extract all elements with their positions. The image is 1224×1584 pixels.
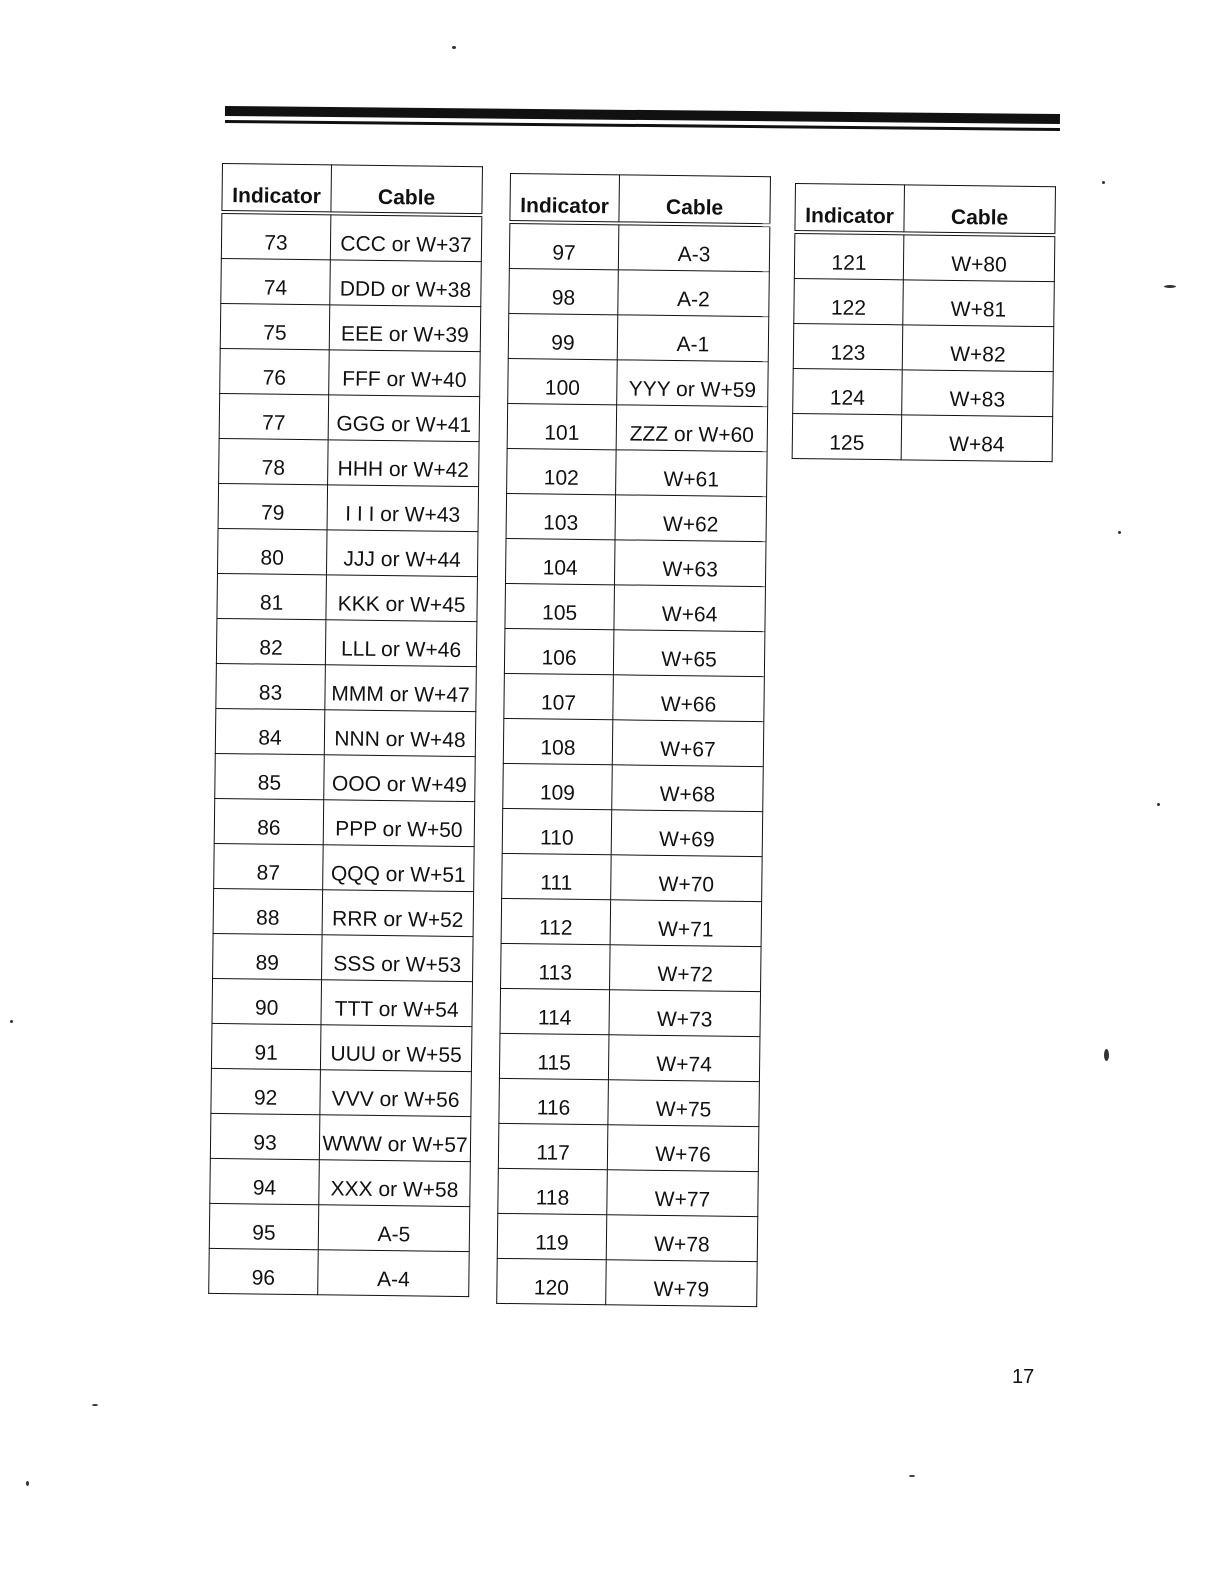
table-row [220, 303, 481, 351]
table-row [506, 493, 767, 541]
table-row [216, 663, 477, 711]
table-row [210, 1113, 471, 1161]
cable-table [496, 173, 771, 1307]
header-row [795, 184, 1056, 236]
indicator-cell: 90 [212, 978, 322, 1024]
table-row [509, 222, 770, 272]
cable-cell: W+63 [614, 540, 766, 587]
cable-cell: UUU or W+55 [320, 1025, 472, 1072]
indicator-cell: 74 [221, 258, 331, 304]
indicator-cell: 103 [506, 493, 616, 539]
indicator-header: Indicator [510, 174, 620, 224]
table-row [218, 483, 479, 531]
header-row [222, 164, 483, 216]
table-row [508, 358, 769, 406]
indicator-cell: 100 [508, 358, 618, 404]
indicator-cell: 73 [221, 212, 331, 260]
cable-table [208, 163, 483, 1297]
scan-speck [1102, 181, 1105, 184]
table-row [507, 448, 768, 496]
table-row [499, 1033, 760, 1081]
table-row [503, 718, 764, 766]
cable-cell: W+69 [611, 810, 763, 857]
indicator-cell: 93 [210, 1113, 320, 1159]
cable-cell: W+72 [610, 945, 762, 992]
table-row [503, 763, 764, 811]
indicator-cell: 123 [793, 323, 903, 369]
table-row [504, 673, 765, 721]
indicator-cell: 112 [501, 898, 611, 944]
table-row [509, 268, 770, 316]
indicator-cell: 109 [503, 763, 613, 809]
header-row [510, 174, 771, 226]
scan-speck [909, 1475, 915, 1477]
cable-cell: CCC or W+37 [330, 213, 482, 261]
table-row [211, 1023, 472, 1071]
cable-cell: QQQ or W+51 [323, 845, 475, 892]
indicator-cell: 122 [794, 278, 904, 324]
cable-cell: EEE or W+39 [329, 305, 481, 352]
table-row [215, 708, 476, 756]
cable-cell: W+67 [612, 720, 764, 767]
cable-cell: I I I or W+43 [327, 485, 479, 532]
cable-cell: W+70 [611, 855, 763, 902]
indicator-cell: 113 [501, 943, 611, 989]
cable-cell: ZZZ or W+60 [616, 405, 768, 452]
indicator-header: Indicator [795, 184, 905, 234]
indicator-cell: 124 [793, 368, 903, 414]
cable-header: Cable [904, 185, 1056, 235]
indicator-cell: 97 [509, 222, 619, 270]
indicator-cell: 94 [210, 1158, 320, 1204]
table-row [498, 1123, 759, 1171]
cable-cell: W+65 [613, 630, 765, 677]
table-row [209, 1203, 470, 1251]
indicator-cell: 89 [213, 933, 323, 979]
scan-speck [26, 1481, 29, 1486]
indicator-cell: 86 [214, 798, 324, 844]
indicator-cell: 76 [220, 348, 330, 394]
indicator-cell: 84 [215, 708, 325, 754]
cable-table-2 [496, 173, 771, 1307]
cable-header: Cable [331, 165, 483, 215]
page-number: 17 [1012, 1366, 1035, 1388]
cable-cell: VVV or W+56 [320, 1070, 472, 1117]
cable-cell: W+82 [902, 325, 1054, 372]
indicator-cell: 118 [498, 1168, 608, 1214]
table-row [221, 212, 482, 262]
table-row [212, 978, 473, 1026]
cable-cell: DDD or W+38 [330, 260, 482, 307]
indicator-cell: 99 [508, 313, 618, 359]
cable-cell: YYY or W+59 [617, 360, 769, 407]
indicator-cell: 110 [502, 808, 612, 854]
cable-cell: W+80 [903, 233, 1055, 281]
indicator-cell: 105 [505, 583, 615, 629]
indicator-cell: 95 [209, 1203, 319, 1249]
indicator-cell: 106 [504, 628, 614, 674]
indicator-cell: 77 [219, 393, 329, 439]
table-row [508, 313, 769, 361]
cable-cell: HHH or W+42 [328, 440, 480, 487]
indicator-cell: 117 [498, 1123, 608, 1169]
cable-cell: A-2 [618, 270, 770, 317]
table-row [214, 843, 475, 891]
cable-cell: W+84 [901, 415, 1053, 462]
table-row [219, 393, 480, 441]
indicator-cell: 88 [213, 888, 323, 934]
indicator-cell: 85 [215, 753, 325, 799]
indicator-cell: 115 [499, 1033, 609, 1079]
cable-cell: WWW or W+57 [319, 1115, 471, 1162]
table-row [217, 573, 478, 621]
scan-speck [10, 1020, 13, 1023]
indicator-cell: 119 [497, 1213, 607, 1259]
indicator-cell: 102 [507, 448, 617, 494]
cable-cell: W+64 [614, 585, 766, 632]
cable-cell: A-1 [617, 315, 769, 362]
table-row [793, 323, 1054, 371]
cable-cell: W+62 [615, 495, 767, 542]
indicator-cell: 78 [219, 438, 329, 484]
cable-cell: LLL or W+46 [325, 620, 477, 667]
table-row [792, 413, 1053, 461]
cable-cell: KKK or W+45 [326, 575, 478, 622]
indicator-cell: 108 [503, 718, 613, 764]
indicator-cell: 75 [220, 303, 330, 349]
cable-cell: JJJ or W+44 [326, 530, 478, 577]
cable-cell: W+68 [612, 765, 764, 812]
indicator-cell: 104 [505, 538, 615, 584]
indicator-cell: 98 [509, 268, 619, 314]
table-row [497, 1213, 758, 1261]
cable-cell: FFF or W+40 [329, 350, 481, 397]
indicator-cell: 87 [214, 843, 324, 889]
cable-cell: RRR or W+52 [322, 890, 474, 937]
indicator-cell: 107 [504, 673, 614, 719]
cable-table [792, 183, 1056, 462]
table-row [219, 438, 480, 486]
table-row [498, 1168, 759, 1216]
cable-cell: W+71 [610, 900, 762, 947]
indicator-cell: 96 [209, 1248, 319, 1294]
indicator-cell: 91 [211, 1023, 321, 1069]
scan-speck [92, 1404, 98, 1406]
table-row [210, 1158, 471, 1206]
cable-table-3 [792, 183, 1056, 462]
table-row [507, 403, 768, 451]
cable-cell: W+77 [607, 1170, 759, 1217]
indicator-cell: 80 [217, 528, 327, 574]
cable-cell: W+74 [608, 1035, 760, 1082]
table-row [211, 1068, 472, 1116]
cable-cell: W+61 [616, 450, 768, 497]
scan-speck [1118, 531, 1121, 534]
indicator-cell: 101 [507, 403, 617, 449]
table-row [793, 368, 1054, 416]
table-row [213, 888, 474, 936]
table-row [502, 808, 763, 856]
table-row [500, 988, 761, 1036]
indicator-cell: 82 [216, 618, 326, 664]
cable-cell: W+75 [608, 1080, 760, 1127]
indicator-cell: 79 [218, 483, 328, 529]
table-row [215, 753, 476, 801]
indicator-cell: 81 [217, 573, 327, 619]
cable-cell: W+78 [606, 1215, 758, 1262]
cable-cell: MMM or W+47 [325, 665, 477, 712]
scan-speck [1104, 1049, 1109, 1061]
cable-cell: A-4 [318, 1250, 470, 1297]
indicator-cell: 92 [211, 1068, 321, 1114]
scan-speck [1164, 285, 1176, 288]
cable-cell: W+83 [902, 370, 1054, 417]
indicator-cell: 116 [499, 1078, 609, 1124]
cable-cell: PPP or W+50 [323, 800, 475, 847]
table-row [499, 1078, 760, 1126]
indicator-cell: 125 [792, 413, 902, 459]
indicator-cell: 83 [216, 663, 326, 709]
cable-header: Cable [619, 175, 771, 225]
table-row [794, 278, 1055, 326]
table-row [209, 1248, 470, 1296]
indicator-cell: 121 [794, 232, 904, 280]
cable-cell: W+79 [606, 1260, 758, 1307]
table-row [505, 538, 766, 586]
cable-cell: OOO or W+49 [324, 755, 476, 802]
cable-cell: TTT or W+54 [321, 980, 473, 1027]
cable-cell: W+66 [613, 675, 765, 722]
table-row [217, 528, 478, 576]
cable-cell: SSS or W+53 [322, 935, 474, 982]
cable-cell: W+73 [609, 990, 761, 1037]
table-row [504, 628, 765, 676]
cable-cell: XXX or W+58 [319, 1160, 471, 1207]
cable-cell: W+76 [607, 1125, 759, 1172]
table-row [214, 798, 475, 846]
cable-cell: GGG or W+41 [328, 395, 480, 442]
scan-speck [1157, 803, 1160, 806]
indicator-header: Indicator [222, 164, 332, 214]
indicator-cell: 111 [502, 853, 612, 899]
table-row [216, 618, 477, 666]
table-row [502, 853, 763, 901]
table-row [501, 898, 762, 946]
table-row [794, 232, 1055, 282]
cable-cell: A-3 [618, 223, 770, 271]
table-row [220, 348, 481, 396]
cable-cell: A-5 [318, 1205, 470, 1252]
cable-cell: W+81 [903, 280, 1055, 327]
cable-table-1 [208, 163, 483, 1297]
table-row [497, 1258, 758, 1306]
table-row [221, 258, 482, 306]
scan-speck [452, 46, 456, 49]
cable-cell: NNN or W+48 [324, 710, 476, 757]
table-row [505, 583, 766, 631]
table-row [501, 943, 762, 991]
indicator-cell: 120 [497, 1258, 607, 1304]
indicator-cell: 114 [500, 988, 610, 1034]
table-row [213, 933, 474, 981]
